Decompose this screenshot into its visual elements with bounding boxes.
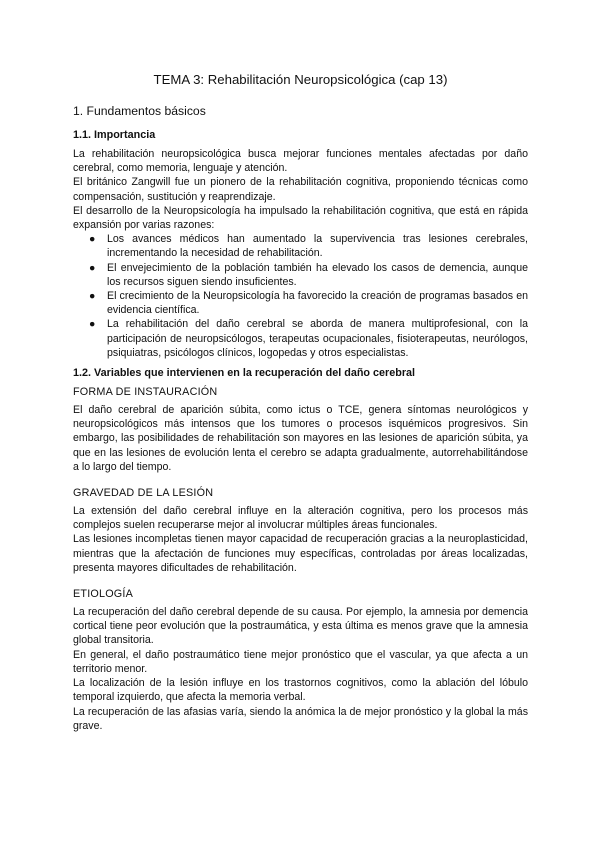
list-item: ● La rehabilitación del daño cerebral se aborda de manera multiprofesional, con la participación de neuropsicólogos, terapeutas ocupacionales, fisioterapeutas, neurólogos, psiquiatras, psicólogos clínicos, logopedas y otros especialistas.: [89, 318, 528, 359]
list-item: ● Los avances médicos han aumentado la supervivencia tras lesiones cerebrales, incrementando la necesidad de rehabilitación.: [89, 233, 528, 260]
paragraph: La recuperación de las afasias varía, siendo la anómica la de mejor pronóstico y la global la más grave.: [73, 705, 528, 732]
topic-heading-forma: FORMA DE INSTAURACIÓN: [73, 386, 218, 399]
paragraph: Las lesiones incompletas tienen mayor capacidad de recuperación gracias a la neuroplasticidad, mientras que la afectación de funciones muy específicas, controladas por áreas localizadas, presenta mayores dificultades de rehabilitación.: [73, 533, 528, 574]
bullet-icon: ●: [89, 318, 96, 331]
topic-heading-etiologia: ETIOLOGÍA: [73, 588, 133, 601]
paragraph: El británico Zangwill fue un pionero de la rehabilitación cognitiva, proponiendo técnicas como compensación, sustitución y reaprendizaje.: [73, 176, 528, 203]
paragraph: El desarrollo de la Neuropsicología ha impulsado la rehabilitación cognitiva, que está en rápida expansión por varias razones:: [73, 204, 528, 232]
paragraph: La localización de la lesión influye en los trastornos cognitivos, como la ablación del lóbulo temporal izquierdo, que afecta la memoria verbal.: [73, 677, 528, 704]
list-item: ● El envejecimiento de la población también ha elevado los casos de demencia, aunque los recursos siguen siendo insuficientes.: [89, 261, 528, 288]
bullet-icon: ●: [89, 290, 96, 303]
topic-heading-gravedad: GRAVEDAD DE LA LESIÓN: [73, 487, 214, 500]
document-page: [73, 72, 528, 733]
paragraph: En general, el daño postraumático tiene mejor pronóstico que el vascular, ya que afecta a un territorio menor.: [73, 648, 528, 675]
document-title: TEMA 3: Rehabilitación Neuropsicológica (cap 13): [153, 72, 448, 87]
section-heading-fundamentos: 1. Fundamentos básicos: [73, 104, 206, 118]
subsection-heading-variables: 1.2. Variables que intervienen en la recuperación del daño cerebral: [73, 367, 416, 380]
paragraph: El daño cerebral de aparición súbita, como ictus o TCE, genera síntomas neurológicos y neuropsicológicos más intensos que los tumores o procesos isquémicos progresivos. Sin embargo, las posibilidades de rehabilitación son mayores en las lesiones de aparición súbita, ya que en las lesiones de evolución lenta el cerebro se adapta gradualmente, autorrehabilitándose a lo largo del tiempo.: [73, 404, 528, 473]
paragraph: La extensión del daño cerebral influye en la alteración cognitiva, pero los procesos más complejos suelen recuperarse mejor al involucrar múltiples áreas funcionales.: [73, 505, 528, 532]
bullet-icon: ●: [89, 261, 96, 274]
bullet-list: [73, 232, 528, 360]
subsection-heading-importancia: 1.1. Importancia: [73, 129, 156, 141]
bullet-icon: ●: [89, 233, 96, 246]
paragraph: La rehabilitación neuropsicológica busca mejorar funciones mentales afectadas por daño cerebral, como memoria, lenguaje y atención.: [73, 148, 528, 175]
paragraph: La recuperación del daño cerebral depende de su causa. Por ejemplo, la amnesia por demencia cortical tiene peor evolución que la postraumática, y esta última es menos grave que la amnesia global transitoria.: [73, 606, 528, 647]
list-item: ● El crecimiento de la Neuropsicología ha favorecido la creación de programas basados en evidencia científica.: [89, 290, 528, 317]
